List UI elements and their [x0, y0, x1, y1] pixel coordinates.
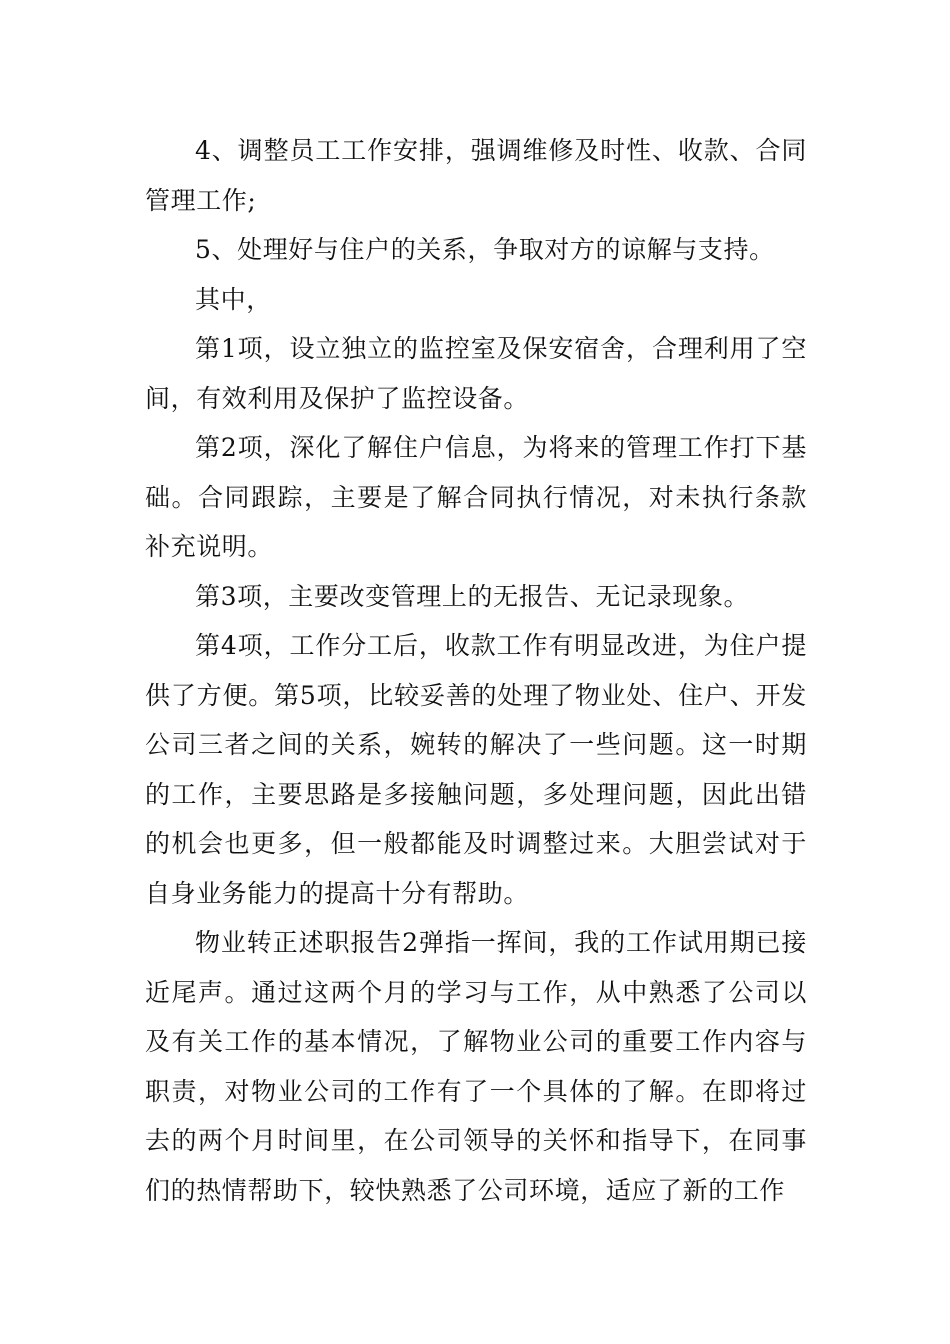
paragraph-item-4: 4、调整员工工作安排，强调维修及时性、收款、合同管理工作; [145, 136, 807, 215]
document-body [145, 126, 807, 1215]
paragraph-among-them: 其中， [195, 284, 272, 314]
paragraph-point-3: 第3项，主要改变管理上的无报告、无记录现象。 [195, 581, 750, 611]
paragraph-point-1: 第1项，设立独立的监控室及保安宿舍，合理利用了空间，有效利用及保护了监控设备。 [145, 334, 807, 413]
paragraph-point-2: 第2项，深化了解住户信息，为将来的管理工作打下基础。合同跟踪，主要是了解合同执行情况，对未执行条款补充说明。 [145, 433, 807, 561]
paragraph-point-4: 第4项，工作分工后，收款工作有明显改进，为住户提供了方便。第5项，比较妥善的处理了物业处、住户、开发公司三者之间的关系，婉转的解决了一些问题。这一时期的工作，主要思路是多接触问题，多处理问题，因此出错的机会也更多，但一般都能及时调整过来。大胆尝试对于自身业务能力的提高十分有帮助。 [145, 631, 807, 908]
paragraph-item-5: 5、处理好与住户的关系，争取对方的谅解与支持。 [195, 235, 775, 264]
paragraph-report-2: 物业转正述职报告2弹指一挥间，我的工作试用期已接近尾声。通过这两个月的学习与工作，从中熟悉了公司以及有关工作的基本情况，了解物业公司的重要工作内容与职责，对物业公司的工作有了一个具体的了解。在即将过去的两个月时间里，在公司领导的关怀和指导下，在同事们的热情帮助下，较快熟悉了公司环境，适应了新的工作 [145, 928, 807, 1205]
